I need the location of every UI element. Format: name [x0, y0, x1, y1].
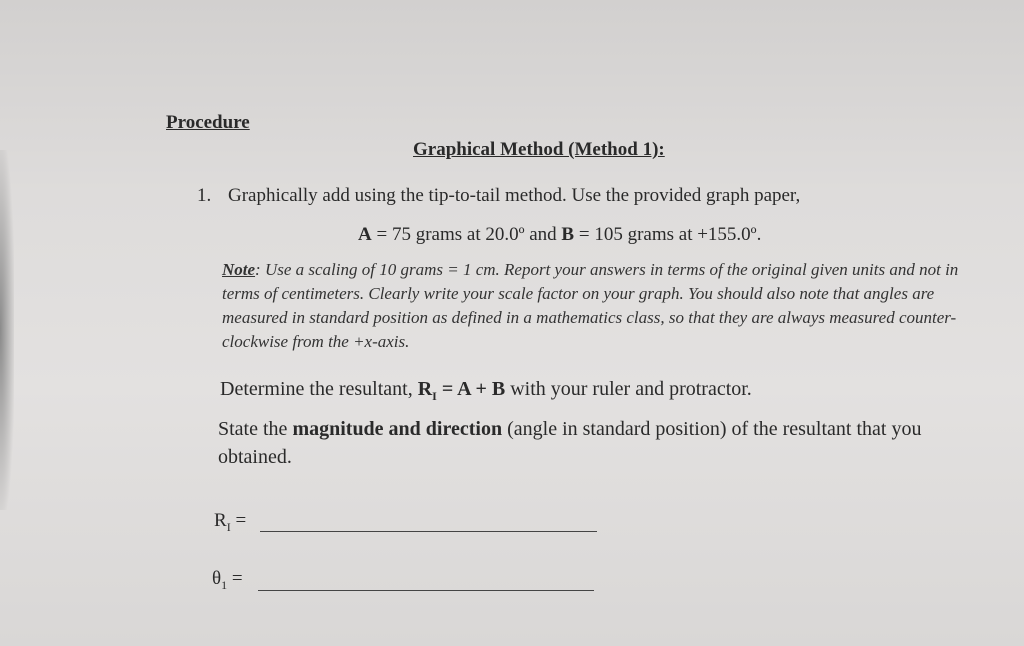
resultant-symbol: R	[417, 378, 433, 400]
state-prefix: State the	[218, 418, 293, 440]
state-instruction	[218, 415, 938, 471]
step-instruction: Graphically add using the tip-to-tail method. Use the provided graph paper,	[228, 185, 801, 206]
bleed-through-text	[340, 112, 345, 135]
vector-b-label: B	[561, 224, 575, 245]
note-label: Note	[222, 260, 256, 279]
method-title: Graphical Method (Method 1):	[413, 139, 665, 160]
determine-suffix: with your ruler and protractor.	[505, 378, 752, 400]
vector-b-value: = 105 grams at +155.0º.	[574, 224, 762, 245]
resultant-answer-blank[interactable]	[260, 531, 597, 532]
note-paragraph	[222, 258, 962, 354]
determine-instruction	[220, 378, 752, 404]
theta-subscript: 1	[221, 577, 228, 592]
r-equals: =	[230, 510, 247, 531]
page-edge-shadow	[0, 150, 14, 510]
resultant-answer-label	[214, 510, 246, 535]
r-subscript: I	[226, 519, 231, 534]
note-text: : Use a scaling of 10 grams = 1 cm. Report your answers in terms of the original given units and not in terms of centimeters. Clearly write your scale factor on your graph. You should also note that angles are measured in standard position as defined in a mathematics class, so that they are always measured counter-clockwise from the +x-axis.	[222, 260, 959, 351]
resultant-subscript: I	[432, 389, 437, 403]
angle-answer-label	[212, 568, 243, 593]
resultant-equation: = A + B	[436, 378, 506, 400]
procedure-heading: Procedure	[166, 112, 250, 133]
angle-answer-blank[interactable]	[258, 590, 594, 591]
vector-specification	[358, 224, 761, 246]
state-bold: magnitude and direction	[292, 418, 503, 440]
vector-a-value: = 75 grams at 20.0º and	[371, 224, 562, 245]
determine-prefix: Determine the resultant,	[220, 378, 418, 400]
r-symbol: R	[214, 510, 227, 531]
vector-a-label: A	[358, 224, 372, 245]
state-suffix: (angle in standard position) of the resultant that you obtained.	[218, 418, 922, 468]
theta-symbol: θ	[212, 568, 222, 589]
step-number: 1.	[197, 185, 212, 206]
theta-equals: =	[227, 568, 243, 589]
